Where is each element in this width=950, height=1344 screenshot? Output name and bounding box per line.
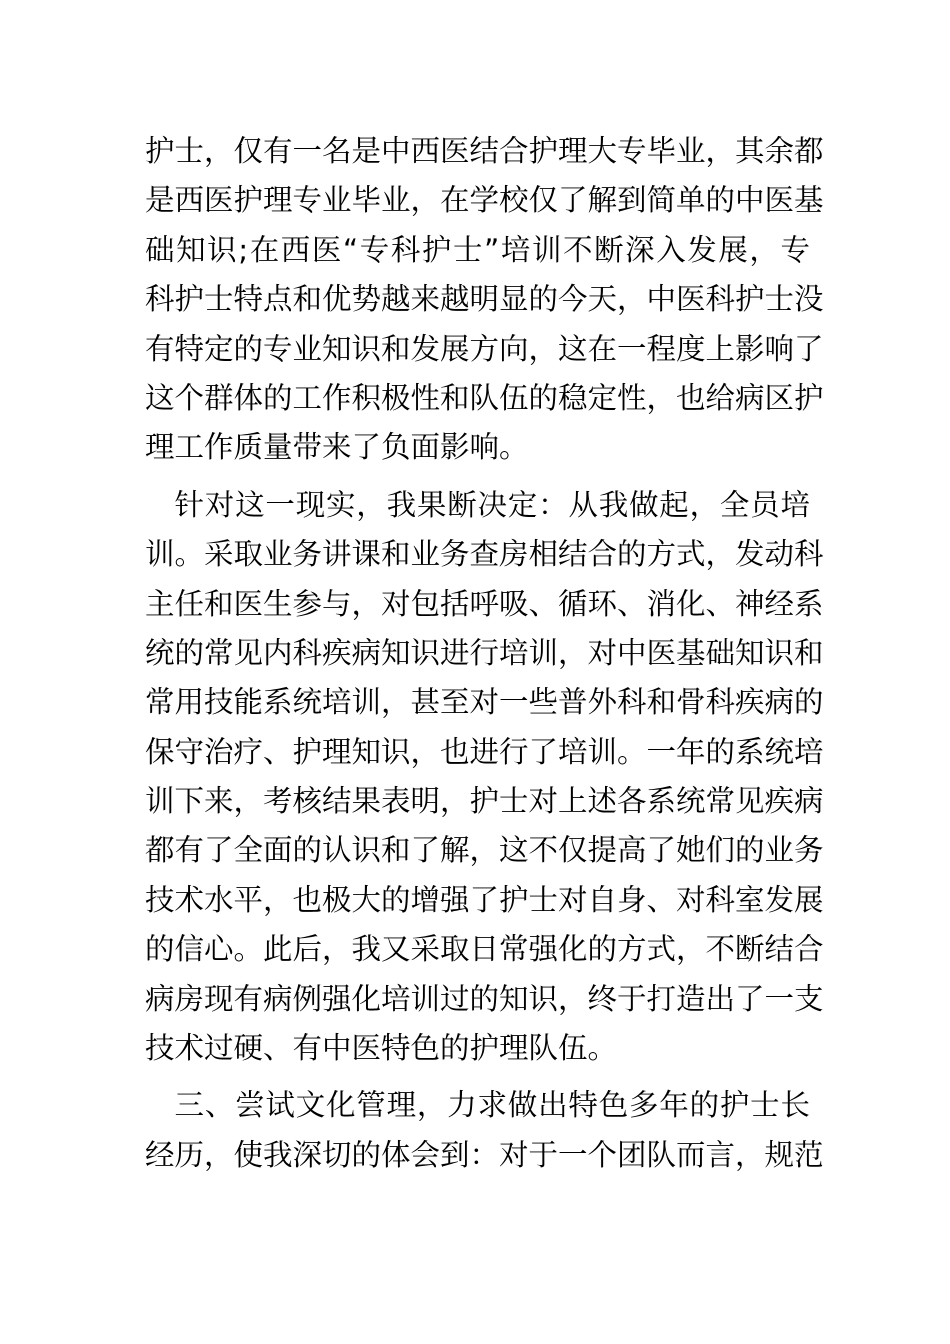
text-line: 理工作质量带来了负面影响。 — [145, 430, 529, 465]
text-line: 技术水平，也极大的增强了护士对自身、对科室发展 — [145, 882, 824, 917]
text-line: 这个群体的工作积极性和队伍的稳定性，也给病区护 — [145, 380, 824, 415]
text-line: 经历，使我深切的体会到：对于一个团队而言，规范 — [145, 1137, 824, 1172]
text-line: 科护士特点和优势越来越明显的今天，中医科护士没 — [145, 282, 824, 317]
text-line: 护士，仅有一名是中西医结合护理大专毕业，其余都 — [145, 134, 824, 168]
text-line: 础知识;在西医“专科护士”培训不断深入发展，专 — [145, 232, 810, 267]
text-line: 保守治疗、护理知识，也进行了培训。一年的系统培 — [145, 734, 824, 769]
paragraph-3 — [145, 1081, 824, 1180]
text-line: 统的常见内科疾病知识进行培训，对中医基础知识和 — [145, 635, 824, 670]
text-line: 的信心。此后，我又采取日常强化的方式，不断结合 — [145, 932, 824, 967]
paragraph-spacer — [145, 473, 810, 481]
text-line: 病房现有病例强化培训过的知识，终于打造出了一支 — [145, 981, 824, 1016]
text-line: 技术过硬、有中医特色的护理队伍。 — [145, 1031, 618, 1066]
text-line: 针对这一现实，我果断决定：从我做起，全员培 — [174, 487, 810, 522]
text-line: 有特定的专业知识和发展方向，这在一程度上影响了 — [145, 331, 824, 366]
text-line: 常用技能系统培训，甚至对一些普外科和骨科疾病的 — [145, 685, 824, 720]
text-line: 是西医护理专业毕业，在学校仅了解到简单的中医基 — [145, 183, 824, 218]
text-line: 都有了全面的认识和了解，这不仅提高了她们的业务 — [145, 833, 824, 868]
paragraph-1 — [145, 127, 824, 473]
text-line: 主任和医生参与，对包括呼吸、循环、消化、神经系 — [145, 586, 824, 621]
paragraph-spacer — [145, 1073, 810, 1081]
text-line: 训下来，考核结果表明，护士对上述各系统常见疾病 — [145, 784, 824, 819]
paragraph-2 — [145, 481, 824, 1074]
document-body — [145, 127, 824, 1180]
text-line: 三、尝试文化管理，力求做出特色多年的护士长 — [174, 1088, 810, 1123]
text-line: 训。采取业务讲课和业务查房相结合的方式，发动科 — [145, 537, 824, 572]
